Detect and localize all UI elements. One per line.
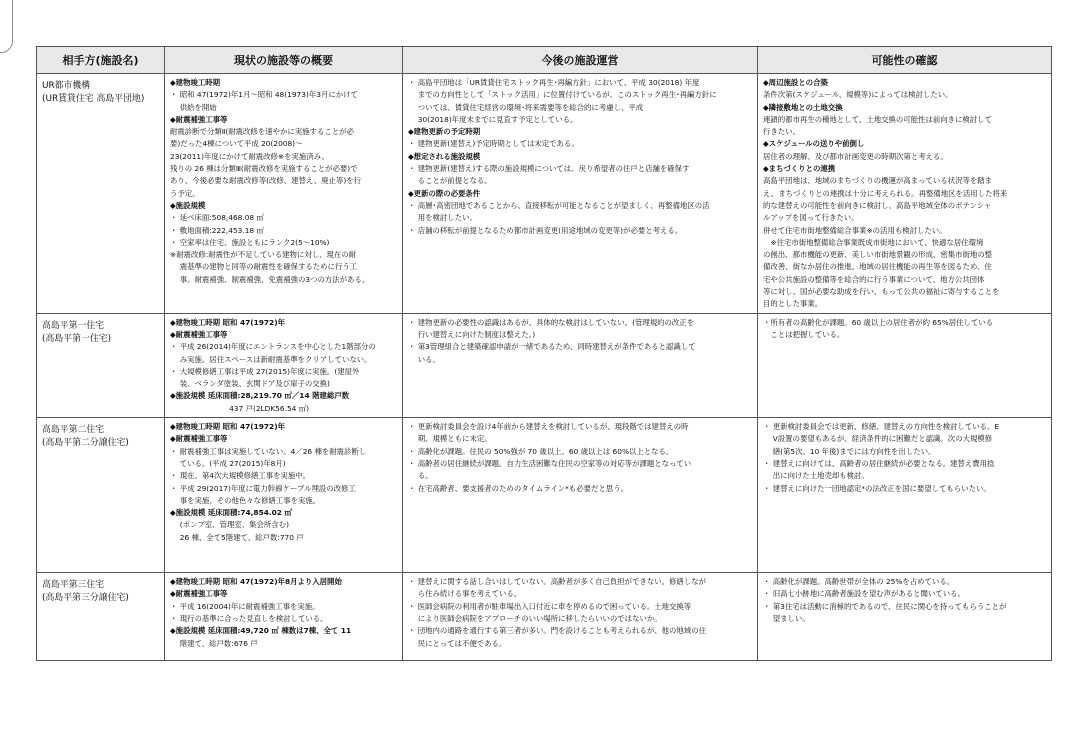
text-line: (UR賃貸住宅 高島平団地) [42,94,145,104]
text-line: ・ 高島平団地は「UR賃貸住宅ストック再生･再編方針」において、平成 30(2018) 年度 [408,78,700,87]
page-corner-decoration [0,0,13,53]
partner-name-cell [37,313,165,417]
text-line: UR都市機構 [42,81,91,91]
text-line: え、まちづくりとの連携は十分に考えられる。再整備地区を活用した将来 [763,188,1008,198]
possibility-cell [758,74,1052,314]
text-line: ・ 店舗の移転が前提となるため都市計画変更(用途地域の変更等)が必要と考える。 [408,225,683,235]
text-line: ついては、賃貸住宅経営の環境･将来需要等を総合的に考慮し、平成 [408,102,644,112]
text-line: V設置の要望もあるが、経済条件的に困難だと認識。次の大規模修 [763,434,993,444]
text-line: ◆想定される施設規模 [408,151,481,161]
partner-name-cell [37,74,165,314]
text-line: ◆施設規模 延床面積:28,219.70 ㎡／14 階建総戸数 [170,391,350,401]
text-line: 高島平第三住宅 [42,580,105,591]
text-line: 宅や公共施設の整備等を総合的に行う事業について、地方公共団体 [763,274,985,284]
text-line: 437 戸(2LDK56.54 ㎡) [170,403,309,413]
text-line: ・ 建物更新(建替え)する際の施設規模については、戻り希望者の住戸と店舗を確保す [408,164,690,174]
text-line: ◆施設規模 延床面積:74,854.02 ㎡ [170,508,292,518]
text-line: ・ 建替えに関する話し合いはしていない。高齢者が多く自己負担ができない。修繕しなが [408,577,706,587]
text-line: ・ 建替えに向けた一団地認定*の法改正を国に要望してもらいたい。 [763,483,991,493]
text-line: ・ 更新検討委員会を設け4年前から建替えを検討しているが、現段階では建替えの時 [408,422,689,432]
text-line: ◆建物更新の予定時期 [408,127,481,137]
text-line: ・所有者の高齢化が課題。60 歳以上の居住者が約 65%居住している [763,317,994,327]
text-line: 用を検討したい。 [408,213,477,223]
text-line: ◆スケジュールの送りや前倒し [763,139,865,149]
text-line: (高島平第一住宅) [42,333,112,344]
text-line: ◆まちづくりとの連携 [763,164,836,174]
possibility-cell [758,418,1052,573]
text-line: ・ 昭和 47(1972)年1月～昭和 48(1973)年3月にかけて [170,90,358,100]
text-line: ・ 平成 29(2017)年度に電力幹線ケーブル埋設の改修工 [170,483,356,493]
text-line: る。 [408,471,433,481]
facility-comparison-table [36,46,1052,661]
text-line: (ポンプ室、管理室、集会所含む) [170,520,289,530]
text-line: 民にとっては不便である。 [408,638,507,648]
text-line: 23(2011)年度にかけて耐震改修※を実施済み。 [170,151,329,161]
text-line: ・ 更新検討委員会では更新、修繕、建替えの方向性を検討している。E [763,422,1000,432]
text-line: ◆施設規模 [170,200,206,210]
text-line: ・ 高齢化が課題。住民の 50%強が 70 歳以上、60 歳以上は 60%以上となる。 [408,446,674,456]
text-line: ている。(平成 27(2015)年8月) [170,458,286,468]
text-line: 事。耐震補強、制震補強、免震補強の3つの方法がある。 [170,274,370,284]
text-line: 残りの 26 棟は分類Ⅲ(耐震改修を実施することが必要)で [170,164,358,174]
overview-cell [165,313,403,417]
text-line: 行い建替えに向けた制度は整えた。) [408,329,536,339]
text-line: ・ 延べ床面:508,468.08 ㎡ [170,213,264,223]
text-line: ・ 現行の基準に合った見直しを検討している。 [170,613,328,623]
text-line: ・ 建物更新の必要性の認識はあるが、具体的な検討はしていない。(管理規約の改正を [408,317,695,327]
text-line: 高島平第一住宅 [42,320,105,331]
table-row [37,74,1052,314]
text-line: ◆耐震補強工事等 [170,589,228,599]
text-line: 事を実施、その他色々な修繕工事を実施。 [170,495,321,505]
text-line: ・ 高齢化が課題。高齢世帯が全体の 25%を占めている。 [763,577,955,587]
operation-cell [403,313,758,417]
text-line: (高島平第二分譲住宅) [42,438,129,449]
text-line: ルアップを図って行きたい。 [763,213,859,223]
text-line: の創出、都市機能の更新、美しい市街地景観の形成、密集市街地の整 [763,250,993,260]
text-line: 居住者の理解、及び都市計画変更の時期次第と考える。 [763,151,948,161]
text-line: 行きたい。 [763,127,800,137]
text-line: ・ 耐震補強工事は実施していない。4／26 棟を耐震診断し [170,446,367,456]
text-line: により医師会病院をアプローチのいい場所に移したらいいのではないか。 [408,613,662,623]
text-line: 出に向けた土地売却も検討。 [763,471,869,481]
partner-name-cell [37,573,165,661]
text-line: ・ 空家率は住宅、施設ともにランク2(5～10%) [170,237,330,247]
text-line: 要)だった4棟について平成 20(2008)～ [170,139,303,149]
text-line: ・ 現在、第4次大規模修繕工事を実施中。 [170,471,311,481]
possibility-cell [758,313,1052,417]
text-line: 望ましい。 [763,613,810,623]
text-line: 高島平第二住宅 [42,425,105,436]
text-line: ※耐震改修:耐震性が不足している建物に対し、現在の耐 [170,250,357,260]
text-line: ・ 旧高七小跡地に高齢者施設を望む声があると聞いている。 [763,589,965,599]
text-line: ◆建物竣工時期 [170,78,221,87]
text-line: ◆施設規模 延床面積:49,720 ㎡ 棟数は7棟、全て 11 [170,626,352,636]
text-line: ・ 医師会病院の利用者が駐車場出入口付近に車を停めるので困っている。土地交換等 [408,601,692,611]
table-row [37,573,1052,661]
table-row [37,313,1052,417]
text-line: ◆隣接敷地との土地交換 [763,102,843,112]
operation-cell [403,573,758,661]
text-line: ・ 高層･高密団地であることから、直接移転が可能となることが望ましく、再整備地区の活 [408,200,710,210]
text-line: 階建て、総戸数:676 戸 [170,638,258,648]
text-line: いる。 [408,354,440,364]
header-current-overview: 現状の施設等の概要 [165,47,403,74]
text-line: ◆耐震補強工事等 [170,114,228,124]
text-line: 的な建替えの可能性を前向きに検討し、高島平地域全体のポテンシャ [763,200,992,210]
text-line: 30(2018)年度末までに見直す予定としている。 [408,114,578,124]
operation-cell [403,418,758,573]
text-line: ・ 平成 16(2004)年に耐震補強工事を実施。 [170,601,320,611]
text-line: ・ 建物更新(建替え)予定時期としては未定である。 [408,139,579,149]
operation-cell [403,74,758,314]
text-line: ことは把握している。 [763,329,845,339]
text-line: ◆更新の際の必要条件 [408,188,481,198]
text-line: 目的とした事業。 [763,299,823,309]
text-line: う予定。 [170,188,200,198]
text-line: 震基準の建物と同等の耐震性を確保するために行う工 [170,262,358,272]
text-line: 耐震診断で分類Ⅱ(耐震改修を速やかに実施することが必 [170,127,354,137]
text-line: 等に対し、国が必要な助成を行い、もって公共の福祉に寄与することを [763,287,1000,297]
text-line: ◆耐震補強工事等 [170,329,228,339]
possibility-cell [758,573,1052,661]
header-future-operation: 今後の施設運営 [403,47,758,74]
text-line: 高島平団地は、地域のまちづくりの機運が高まっている状況等を踏ま [763,176,993,186]
text-line: ら住み続ける事を考えている。 [408,589,522,599]
text-line: 繕(第5次、10 年後)までには方向性を出したい。 [763,446,936,456]
text-line: ることが前提となる。 [408,176,492,186]
overview-cell [165,74,403,314]
text-line: ◆建物竣工時期 昭和 47(1972)年 [170,317,285,327]
table-row [37,418,1052,573]
text-line: ・ 大規模修繕工事は平成 27(2015)年度に実施。(建屋外 [170,366,360,376]
text-line: ・ 敷地面積:222,453.18 ㎡ [170,225,264,235]
text-line: 期、規模ともに未定。 [408,434,492,444]
text-line: ※住宅市街地整備総合事業既成市街地において、快適な居住環境 [763,237,984,247]
text-line: ◆建物竣工時期 昭和 47(1972)年 [170,422,285,432]
text-line: 連鎖的都市再生の種地として、土地交換の可能性は前向きに検討して [763,114,992,124]
text-line: ・ 在宅高齢者、要支援者のためのタイムライン*も必要だと思う。 [408,483,629,493]
text-line: 備改善、街なか居住の推進、地域の居住機能の再生等を図るため、住 [763,262,992,272]
text-line: ◆建物竣工時期 昭和 47(1972)年8月より入居開始 [170,577,342,587]
text-line: ・ 建替えに向けては、高齢者の居住継続が必要となる。建替え費用捻 [763,458,995,468]
text-line: ・ 第3管理組合と建築確認申請が一緒であるため、同時建替えが条件であると認識して [408,342,696,352]
text-line: ・ 高齢者の居住継続が課題。自力生活困難な住民の空家等の対応等が課題となってい [408,458,692,468]
header-partner: 相手方(施設名) [37,47,165,74]
text-line: ◆周辺施設との合築 [763,78,828,87]
text-line: 条件次第(スケジュール、規模等)によっては検討したい。 [763,90,953,100]
text-line: ・ 第3住宅は活動に消極的であるので、住民に関心を持ってもらうことが [763,601,1007,611]
text-line: ◆耐震補強工事等 [170,434,228,444]
overview-cell [165,573,403,661]
text-line: あり、今後必要な耐震改修等(改修、建替え、廃止等)を行 [170,176,361,186]
text-line: 26 棟、全て5階建て、総戸数:770 戸 [170,532,304,542]
text-line: み実施。居住スペースは新耐震基準をクリアしていない。 [170,354,372,364]
partner-name-cell [37,418,165,573]
text-line: までの方向性として「ストック活用」に位置付けているが、このストック再生･再編方針に [408,90,717,100]
text-line: 併せて住宅市街地整備総合事業※の活用も検討したい。 [763,225,947,235]
overview-cell [165,418,403,573]
text-line: 供給を開始 [170,102,217,112]
text-line: ・ 平成 26(2014)年度にエントランスを中心とした1階部分の [170,342,376,352]
text-line: ・ 団地内の通路を通行する第三者が多い。門を設けることも考えられるが、他の地域の住 [408,626,706,636]
header-possibility: 可能性の確認 [758,47,1052,74]
header-row [37,47,1052,74]
text-line: 装、ベランダ塗装、玄関ドア及び扉子の交換) [170,379,330,389]
text-line: (高島平第三分譲住宅) [42,593,129,604]
